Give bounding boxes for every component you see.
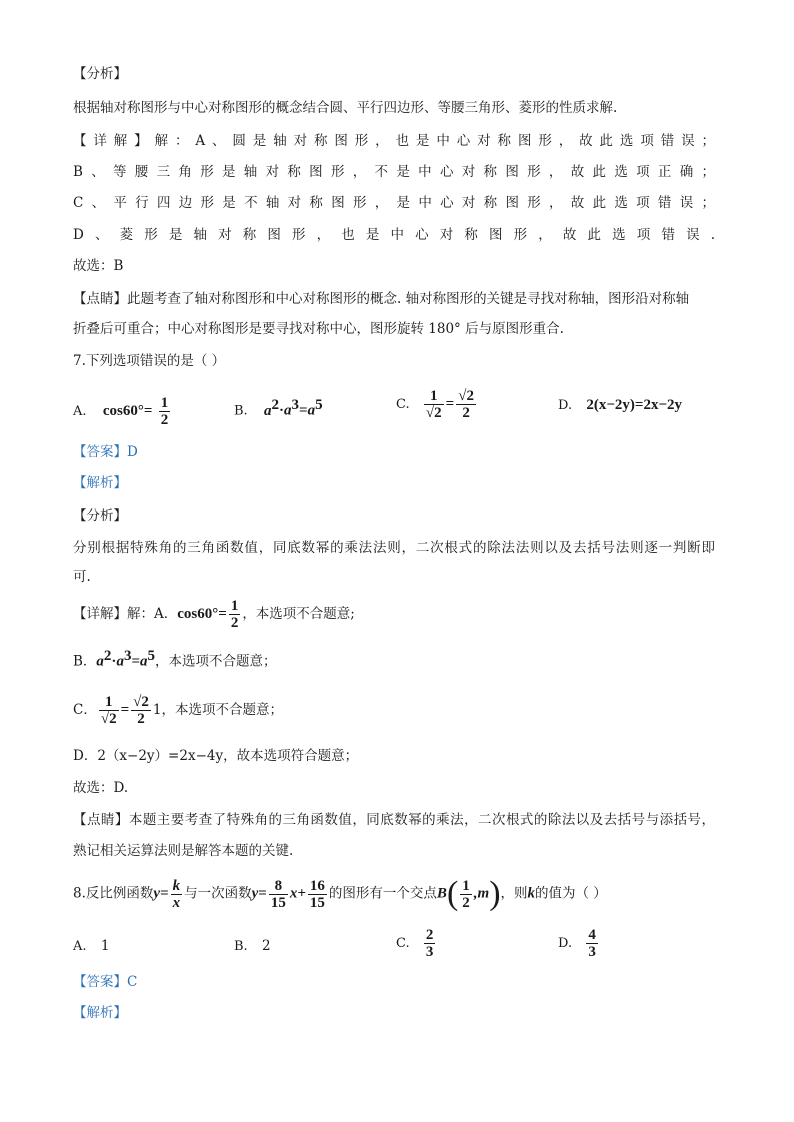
right-paren: ) [489,875,501,912]
denominator: 2 [137,711,145,727]
exponent: 5 [147,648,155,664]
denominator: 15 [270,894,286,911]
math-var: ,m [473,885,490,902]
q8-text: 的图形有一个交点 [328,885,437,902]
denominator: √2 [425,405,442,421]
exponent: 3 [291,397,299,413]
detail-line-c: C、平行四边形是不轴对称图形，是中心对称图形，故此选项错误； [73,195,715,211]
option-label: D. [558,398,573,413]
analysis-text-7a: 分别根据特殊角的三角函数值，同底数幂的乘法法则，二次根式的除法法则以及去括号法则逐一判断即 [73,540,715,556]
option-value: 1 [100,938,110,954]
question-8 [73,877,607,911]
q7-option-c [396,388,478,421]
numerator: 1 [230,598,239,614]
answer-choice: 故选：B [73,258,124,274]
cos-term: cos60° [177,606,219,622]
comment-7b: 熟记相关运算法则是解答本题的关键. [73,843,294,859]
fraction [159,395,171,428]
dot: · [111,653,117,670]
equals: = [160,885,169,902]
denominator: 2 [160,412,169,428]
numerator: 8 [269,878,288,895]
fraction [586,927,598,960]
denominator: 2 [230,615,239,631]
q8-option-b [234,936,271,957]
numerator: 16 [309,877,325,894]
comment-7a: 【点睛】本题主要考查了特殊角的三角函数值，同底数幂的乘法，二次根式的除法以及去括号与添括号， [73,812,715,828]
math-var: y [153,885,161,902]
cos-term: cos60° [102,403,144,419]
detail-suffix: ，本选项不合题意; [242,606,355,622]
fraction [269,878,288,911]
answer-7: 【答案】D [73,444,138,460]
base-a: a [140,653,148,670]
equals: = [258,885,267,902]
option-label: B. [234,403,248,419]
detail-7c [73,694,283,727]
equals: = [218,606,227,622]
option-label: C. [396,936,410,951]
detail-suffix: 1，本选项不合题意； [152,702,283,718]
base-a: a [263,402,272,419]
left-paren: ( [446,875,459,912]
point-name: B [436,885,447,902]
denominator: 3 [588,944,596,960]
equals: = [445,396,455,412]
fraction [171,878,183,911]
analysis-heading: 【分析】 [73,66,127,82]
detail-line-b: B、等腰三角形是轴对称图形，不是中心对称图形，故此选项正确； [73,164,715,180]
numerator: 1 [160,395,169,411]
denominator: 15 [309,894,325,911]
numerator: k [172,877,181,894]
detail-7b [73,646,277,672]
q7-option-d [558,395,682,416]
fraction [99,694,119,727]
expression: 2(x−2y)=2x−2y [586,397,683,413]
analysis-heading-7: 【分析】 [73,508,127,524]
option-value: 2 [261,938,271,954]
detail-line-d: D、菱形是轴对称图形，也是中心对称图形，故此选项错误. [73,227,715,243]
numerator: √2 [458,388,474,404]
question-7: 7.下列选项错误的是（ ） [73,353,226,369]
dot: · [278,402,284,419]
q7-option-b [234,395,323,422]
math-var: y [251,885,259,902]
option-label: B. [234,939,248,954]
numerator: 1 [424,388,444,405]
base-a: a [307,402,316,419]
numerator: 2 [425,927,434,943]
fraction [424,388,444,421]
option-label: C. [396,397,410,412]
numerator: 4 [588,927,596,943]
denominator: 2 [462,894,470,911]
denominator: 2 [462,405,470,421]
q8-text: ，则 [500,885,528,902]
choice-7: 故选：D. [73,780,129,796]
detail-prefix: C． [73,702,97,718]
q8-text: 与一次函数 [184,885,252,902]
q8-text: 的值为（ ） [535,885,607,902]
equals: = [143,403,153,419]
base-a: a [96,653,104,670]
q8-option-d [558,927,600,960]
exponent: 2 [103,648,112,664]
numerator: √2 [133,694,149,710]
detail-prefix: B． [73,653,97,670]
fraction [424,927,436,960]
exponent: 2 [271,397,279,413]
fraction [308,878,327,911]
detail-suffix: ，本选项不合题意； [155,653,277,670]
exponent: 5 [315,397,323,413]
exponent: 3 [123,648,132,664]
fraction [131,694,151,727]
option-label: A. [73,939,87,954]
denominator: 3 [425,944,434,960]
math-var: x+ [289,885,306,902]
q8-option-c [396,927,437,960]
denominator: √2 [100,711,117,727]
math-var: k [527,885,536,902]
detail-prefix: 【详解】解：A． [73,606,178,622]
analysis-text-7b: 可. [73,569,91,585]
equals: = [299,402,308,419]
denominator: x [172,894,181,911]
analysis-text: 根据轴对称图形与中心对称图形的概念结合圆、平行四边形、等腰三角形、菱形的性质求解. [73,100,618,116]
solution-heading-8: 【解析】 [73,1005,127,1021]
answer-8: 【答案】C [73,974,138,990]
solution-heading-7: 【解析】 [73,475,127,491]
comment-line-2: 折叠后可重合；中心对称图形是要寻找对称中心，图形旋转 180° 后与原图形重合. [73,321,564,337]
q7-option-a [73,395,172,428]
detail-line-a: 【详解】解：A、圆是轴对称图形，也是中心对称图形，故此选项错误； [73,133,715,149]
equals: = [120,702,130,718]
base-a: a [116,653,124,670]
fraction [456,388,476,421]
q8-option-a [73,936,109,957]
base-a: a [284,402,292,419]
comment-line-1: 【点睛】此题考查了轴对称图形和中心对称图形的概念. 轴对称图形的关键是寻找对称轴，图形沿对称轴 [73,291,690,307]
detail-7d: D．2（x−2y）=2x−4y，故本选项符合题意； [73,748,359,764]
fraction [229,598,241,631]
fraction [460,878,472,911]
option-label: A. [73,404,87,419]
q8-text: 8.反比例函数 [73,885,154,902]
option-label: D. [558,936,573,951]
equals: = [131,653,140,670]
numerator: 1 [462,877,470,894]
detail-7a [73,598,355,631]
numerator: 1 [99,694,119,711]
